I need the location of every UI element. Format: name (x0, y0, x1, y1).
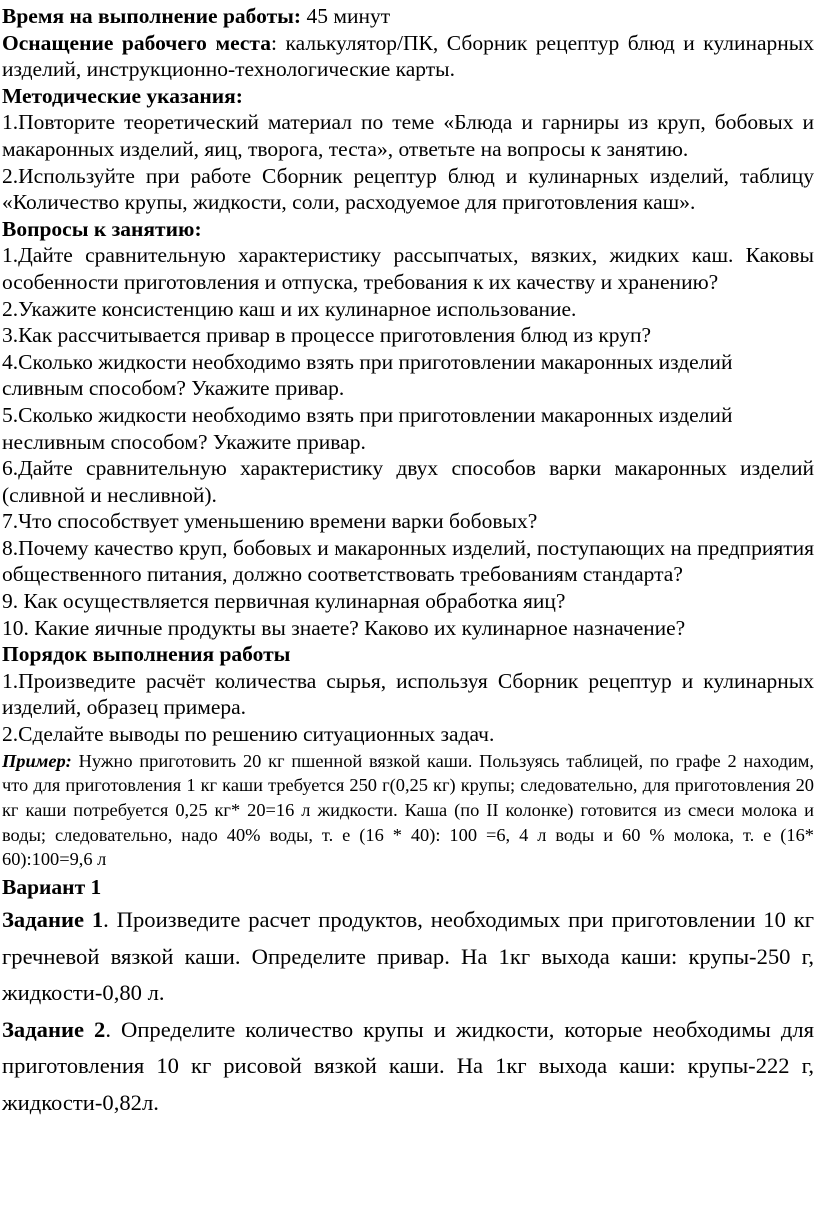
question-item: 10. Какие яичные продукты вы знаете? Каково их кулинарное назначение? (2, 615, 686, 640)
guidelines-heading: Методические указания: (2, 83, 243, 108)
task-text: . Произведите расчет продуктов, необходимых при приготовлении 10 кг гречневой вязкой каши. Определите привар. На 1кг выхода каши: крупы-250 г, жидкости-0,80 л. (2, 907, 814, 1006)
task-label: Задание 2 (2, 1016, 106, 1042)
question-item: 5.Сколько жидкости необходимо взять при приготовлении макаронных изделий несливным способом? Укажите привар. (2, 402, 733, 454)
question-item: 4.Сколько жидкости необходимо взять при приготовлении макаронных изделий сливным способом? Укажите привар. (2, 349, 733, 401)
example-text: Нужно приготовить 20 кг пшенной вязкой каши. Пользуясь таблицей, по графе 2 находим, что для приготовления 1 кг каши требуется 250 г(0,25 кг) крупы; следовательно, для приготовления 20 кг каши потребуется 0,25 кг* 20=16 л жидкости. Каша (по ІІ колонке) готовится из смеси молока и воды; следовательно, надо 40% воды, т. е (16 * 40): 100 =6, 4 л воды и 60 % молока, т. е (16* 60):100=9,6 л (2, 750, 814, 870)
question-item: 1.Дайте сравнительную характеристику рассыпчатых, вязких, жидких каш. Каковы особенности приготовления и отпуска, требования к их качеству и хранению? (2, 243, 814, 294)
questions-heading: Вопросы к занятию: (2, 216, 202, 241)
task-paragraph (2, 902, 814, 1012)
example-paragraph (2, 749, 814, 873)
equipment-line (2, 30, 814, 83)
equipment-text: : калькулятор/ПК, Сборник рецептур блюд и кулинарных изделий, инструкционно-технологические карты. (2, 30, 814, 82)
equipment-label: Оснащение рабочего места (2, 30, 272, 55)
question-item: 3.Как рассчитывается привар в процессе приготовления блюд из круп? (2, 323, 652, 348)
guideline-item: 1.Повторите теоретический материал по теме «Блюда и гарниры из круп, бобовых и макаронных изделий, яиц, творога, теста», ответьте на вопросы к занятию. (2, 110, 814, 161)
example-label: Пример: (2, 750, 72, 771)
task-text: . Определите количество крупы и жидкости, которые необходимы для приготовления 10 кг рисовой вязкой каши. На 1кг выхода каши: крупы-222 г, жидкости-0,82л. (2, 1016, 814, 1115)
question-item: 6.Дайте сравнительную характеристику двух способов варки макаронных изделий (сливной и несливной). (2, 456, 814, 507)
question-item: 2.Укажите консистенцию каш и их кулинарное использование. (2, 296, 577, 321)
task-label: Задание 1 (2, 907, 104, 933)
time-line (2, 3, 814, 30)
question-item: 8.Почему качество круп, бобовых и макаронных изделий, поступающих на предприятия общественного питания, должно соответствовать требованиям стандарта? (2, 535, 814, 587)
time-value: 45 минут (306, 4, 391, 28)
question-item: 9. Как осуществляется первичная кулинарная обработка яиц? (2, 589, 566, 614)
guideline-item: 2.Используйте при работе Сборник рецептур блюд и кулинарных изделий, таблицу «Количество крупы, жидкости, соли, расходуемое для приготовления каш». (2, 163, 814, 215)
procedure-item: 1.Произведите расчёт количества сырья, используя Сборник рецептур и кулинарных изделий, образец примера. (2, 668, 814, 720)
task-paragraph (2, 1012, 814, 1122)
question-item: 7.Что способствует уменьшению времени варки бобовых? (2, 509, 538, 534)
procedure-heading: Порядок выполнения работы (2, 642, 291, 667)
time-label: Время на выполнение работы: (2, 4, 302, 28)
procedure-item: 2.Сделайте выводы по решению ситуационных задач. (2, 722, 495, 747)
variant-heading: Вариант 1 (2, 875, 102, 900)
